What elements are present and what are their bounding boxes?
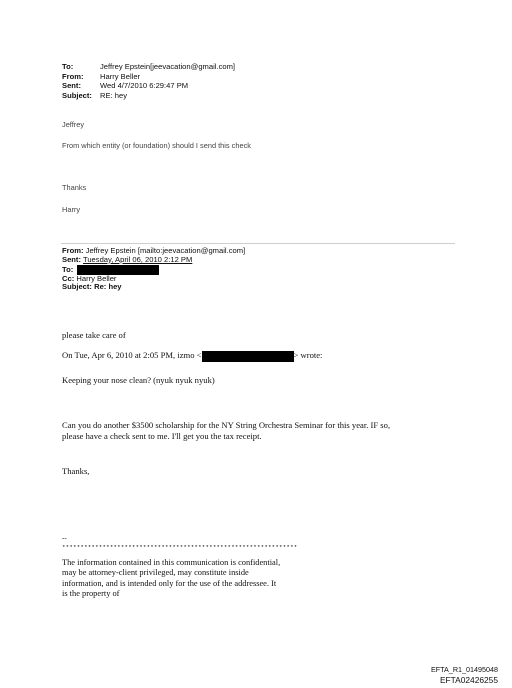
bates-code-2: EFTA02426255 — [439, 675, 498, 685]
body-line: please take care of — [62, 330, 126, 340]
fwd-sent-value: Tuesday, April 06, 2010 2:12 PM — [82, 254, 193, 264]
fwd-subject-label: Subject: — [62, 282, 92, 292]
fwd-cc-label: Cc: — [62, 273, 75, 283]
fwd-to-label: To: — [62, 264, 74, 274]
to-value: Jeffrey Epstein[jeevacation@gmail.com] — [100, 62, 236, 71]
subject-label: Subject: — [62, 90, 92, 100]
signature-dash: -- — [62, 534, 67, 542]
thanks-text: Thanks — [62, 183, 87, 192]
from-value: Harry Beller — [100, 71, 141, 81]
email-header — [62, 62, 235, 100]
greeting: Jeffrey — [62, 120, 85, 129]
question-text: From which entity (or foundation) should I send this check — [62, 141, 251, 150]
quote-intro — [62, 350, 322, 362]
forwarded-header — [62, 247, 245, 292]
fwd-from-label: From: — [62, 246, 84, 255]
from-label: From: — [62, 71, 84, 81]
quote-paragraph: Can you do another $3500 scholarship for the NY String Orchestra Seminar for this year. IF so, please have a check sent to me. I'll get you the tax receipt. — [62, 420, 391, 441]
divider — [61, 243, 455, 244]
sent-label: Sent: — [62, 81, 81, 91]
asterisk-line: **************************************************************** — [62, 544, 298, 551]
sent-value: Wed 4/7/2010 6:29:47 PM — [100, 81, 189, 91]
bates-code-1: EFTA_R1_01495048 — [431, 665, 498, 674]
to-label: To: — [62, 62, 74, 71]
fwd-sent-label: Sent: — [62, 254, 81, 264]
disclaimer-text: The information contained in this communication is confidential, may be attorney-client privileged, may constitute inside information, and is intended only for the use of the addressee. It is the property of — [62, 558, 281, 599]
quote-line: Keeping your nose clean? (nyuk nyuk nyuk) — [62, 375, 215, 385]
quote-intro-after: > wrote: — [293, 350, 323, 360]
subject-value: RE: hey — [100, 90, 128, 100]
redaction-bar — [202, 351, 294, 362]
fwd-from-value: Jeffrey Epstein [mailto:jeevacation@gmail.com] — [85, 246, 246, 255]
signature-text: Harry — [62, 205, 81, 214]
fwd-cc-value: Harry Beller — [76, 273, 117, 283]
fwd-subject-value: Re: hey — [94, 282, 122, 292]
quote-intro-before: On Tue, Apr 6, 2010 at 2:05 PM, izmo < — [62, 350, 202, 360]
quote-thanks: Thanks, — [62, 466, 90, 476]
